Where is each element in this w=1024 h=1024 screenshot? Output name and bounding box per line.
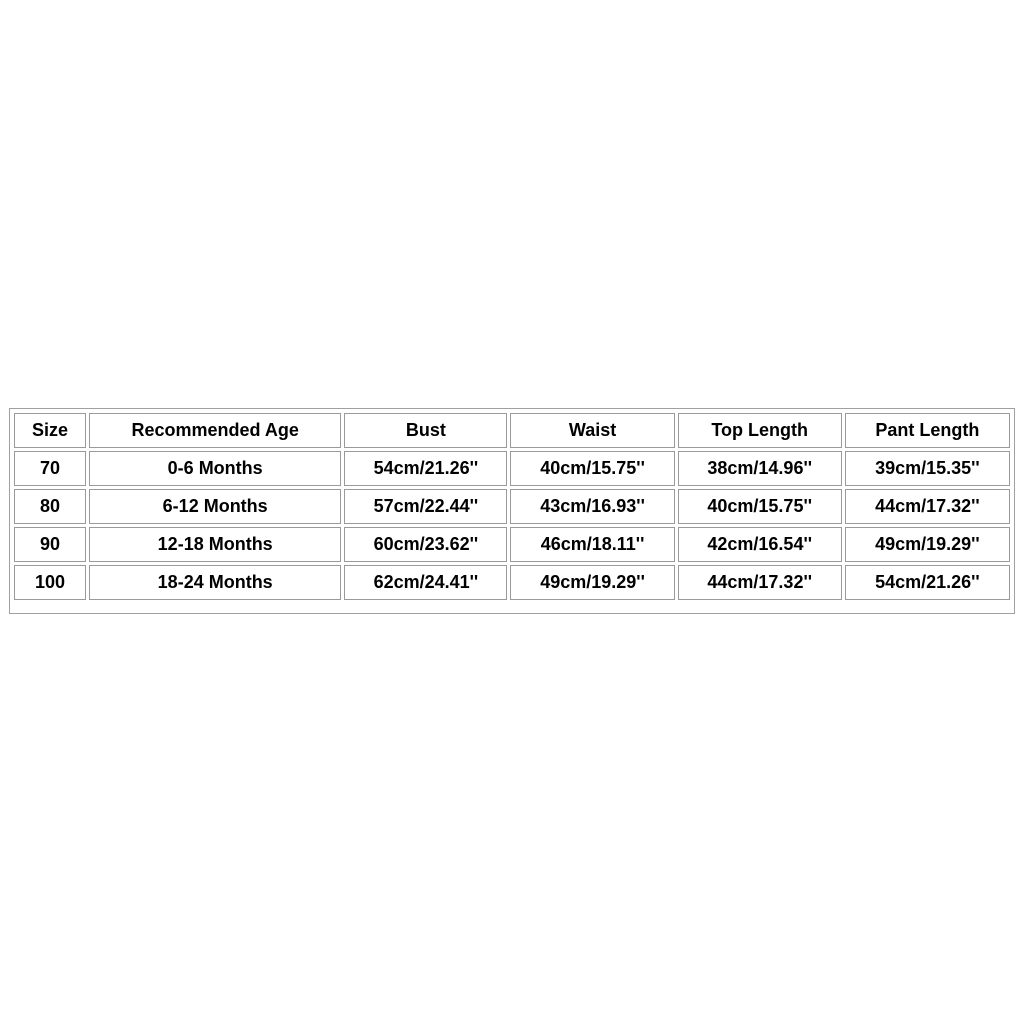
header-size: Size (14, 413, 86, 448)
cell-top-length: 42cm/16.54'' (678, 527, 842, 562)
header-pant-length: Pant Length (845, 413, 1010, 448)
cell-waist: 43cm/16.93'' (510, 489, 674, 524)
table-row (14, 489, 1010, 524)
cell-bust: 60cm/23.62'' (344, 527, 507, 562)
table-header-row (14, 413, 1010, 448)
cell-recommended-age: 12-18 Months (89, 527, 341, 562)
cell-recommended-age: 18-24 Months (89, 565, 341, 600)
cell-top-length: 40cm/15.75'' (678, 489, 842, 524)
cell-size: 70 (14, 451, 86, 486)
table-row (14, 527, 1010, 562)
cell-recommended-age: 0-6 Months (89, 451, 341, 486)
cell-size: 90 (14, 527, 86, 562)
cell-pant-length: 54cm/21.26'' (845, 565, 1010, 600)
size-chart (9, 408, 1015, 614)
cell-waist: 49cm/19.29'' (510, 565, 674, 600)
header-bust: Bust (344, 413, 507, 448)
header-recommended-age: Recommended Age (89, 413, 341, 448)
cell-size: 80 (14, 489, 86, 524)
cell-size: 100 (14, 565, 86, 600)
cell-waist: 40cm/15.75'' (510, 451, 674, 486)
header-waist: Waist (510, 413, 674, 448)
cell-waist: 46cm/18.11'' (510, 527, 674, 562)
cell-pant-length: 44cm/17.32'' (845, 489, 1010, 524)
cell-recommended-age: 6-12 Months (89, 489, 341, 524)
cell-top-length: 44cm/17.32'' (678, 565, 842, 600)
cell-pant-length: 49cm/19.29'' (845, 527, 1010, 562)
cell-bust: 62cm/24.41'' (344, 565, 507, 600)
header-top-length: Top Length (678, 413, 842, 448)
table-row (14, 565, 1010, 600)
cell-top-length: 38cm/14.96'' (678, 451, 842, 486)
cell-bust: 54cm/21.26'' (344, 451, 507, 486)
cell-bust: 57cm/22.44'' (344, 489, 507, 524)
table-row (14, 451, 1010, 486)
cell-pant-length: 39cm/15.35'' (845, 451, 1010, 486)
size-chart-table (11, 410, 1013, 603)
